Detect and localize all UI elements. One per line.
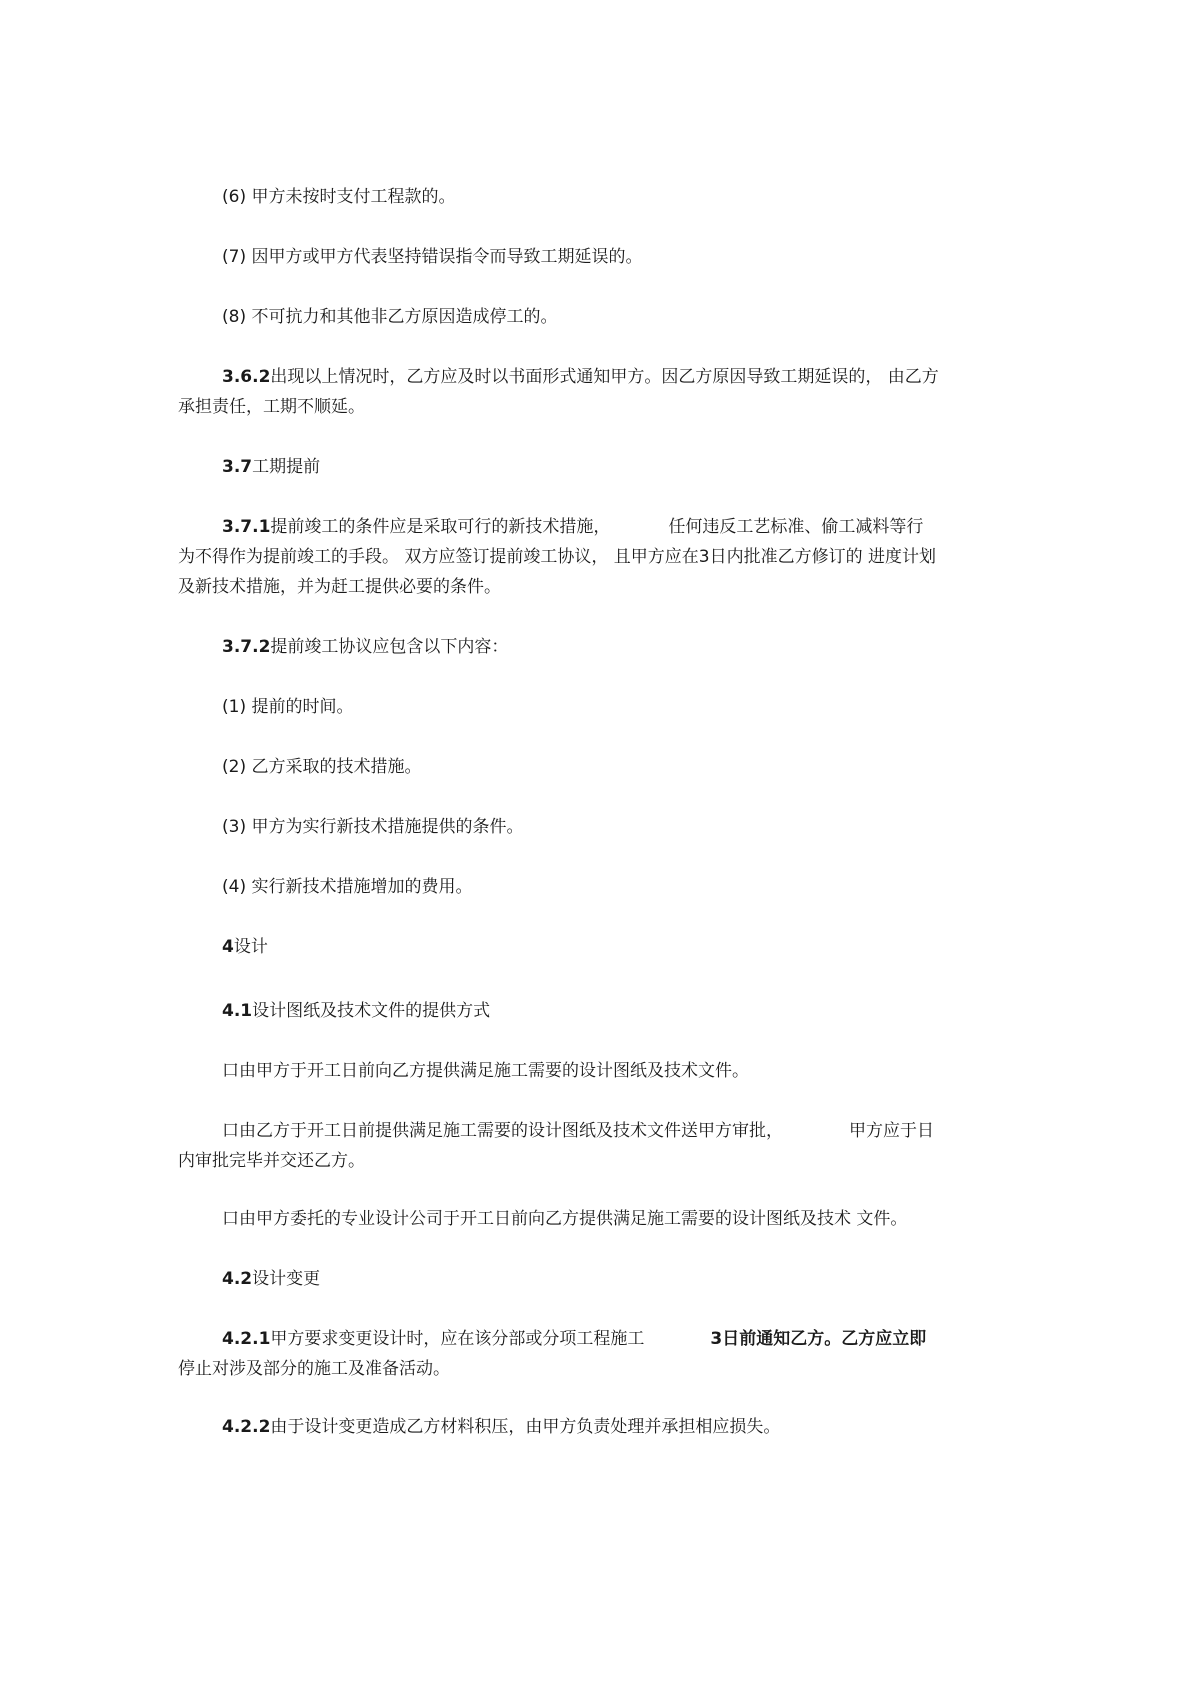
section-title: 工期提前 xyxy=(252,457,321,477)
option-2-text-a: 口由乙方于开工日前提供满足施工需要的设计图纸及技术文件送甲方审批， xyxy=(222,1121,783,1141)
section-text: 提前竣工协议应包含以下内容： xyxy=(270,637,509,657)
option-2 xyxy=(178,1116,1018,1176)
section-text-line1a: 提前竣工的条件应是采取可行的新技术措施， xyxy=(270,517,611,537)
list-item-1: (1) 提前的时间。 xyxy=(222,697,354,717)
section-text-line2: 承担责任，工期不顺延。 xyxy=(178,397,365,417)
item-7: (7) 因甲方或甲方代表坚持错误指令而导致工期延误的。 xyxy=(222,247,643,267)
option-1: 口由甲方于开工日前向乙方提供满足施工需要的设计图纸及技术文件。 xyxy=(222,1061,749,1081)
section-number: 3.6.2 xyxy=(222,367,271,387)
section-number: 3.7 xyxy=(222,457,253,477)
section-number: 3.7.2 xyxy=(222,637,271,657)
section-number: 4 xyxy=(222,937,234,957)
option-3: 口由甲方委托的专业设计公司于开工日前向乙方提供满足施工需要的设计图纸及技术 文件。 xyxy=(222,1209,908,1229)
section-number: 4.2.2 xyxy=(222,1417,271,1437)
section-text-line3: 及新技术措施，并为赶工提供必要的条件。 xyxy=(178,577,501,597)
option-2-text-c: 内审批完毕并交还乙方。 xyxy=(178,1151,365,1171)
section-4-2-1 xyxy=(178,1324,1018,1384)
section-4-2-heading xyxy=(178,1264,1062,1294)
section-number: 3.7.1 xyxy=(222,517,271,537)
section-title: 设计 xyxy=(233,937,268,957)
section-text-line1a: 甲方要求变更设计时，应在该分部或分项工程施工 xyxy=(270,1329,645,1349)
section-number: 4.2 xyxy=(222,1269,253,1289)
section-number: 4.1 xyxy=(222,1001,253,1021)
section-text-line1: 出现以上情况时，乙方应及时以书面形式通知甲方。因乙方原因导致工期延误的， 由乙方 xyxy=(270,367,939,387)
section-3-7-heading xyxy=(178,452,1062,482)
list-item-2: (2) 乙方采取的技术措施。 xyxy=(222,757,422,777)
section-text: 由于设计变更造成乙方材料积压，由甲方负责处理并承担相应损失。 xyxy=(270,1417,781,1437)
section-3-6-2 xyxy=(178,362,1018,422)
list-item-3: (3) 甲方为实行新技术措施提供的条件。 xyxy=(222,817,524,837)
section-text-line2: 为不得作为提前竣工的手段。 双方应签订提前竣工协议， 且甲方应在3日内批准乙方修订的 进度计划 xyxy=(178,547,937,567)
section-text-line1b: 3日前通知乙方。乙方应立即 xyxy=(710,1329,927,1349)
section-number: 4.2.1 xyxy=(222,1329,271,1349)
section-4-heading xyxy=(178,932,1062,962)
list-item-4: (4) 实行新技术措施增加的费用。 xyxy=(222,877,473,897)
section-title: 设计变更 xyxy=(252,1269,321,1289)
section-4-1-heading xyxy=(178,996,1062,1026)
item-6: (6) 甲方未按时支付工程款的。 xyxy=(222,187,456,207)
section-3-7-2 xyxy=(178,632,1062,662)
section-3-7-1 xyxy=(178,512,1018,602)
section-text-line1b: 任何违反工艺标准、偷工减料等行 xyxy=(668,517,924,537)
option-2-text-b: 甲方应于日 xyxy=(849,1121,934,1141)
section-4-2-2 xyxy=(178,1412,1062,1442)
item-8: (8) 不可抗力和其他非乙方原因造成停工的。 xyxy=(222,307,558,327)
section-title: 设计图纸及技术文件的提供方式 xyxy=(252,1001,491,1021)
section-text-line2: 停止对涉及部分的施工及准备活动。 xyxy=(178,1359,450,1379)
